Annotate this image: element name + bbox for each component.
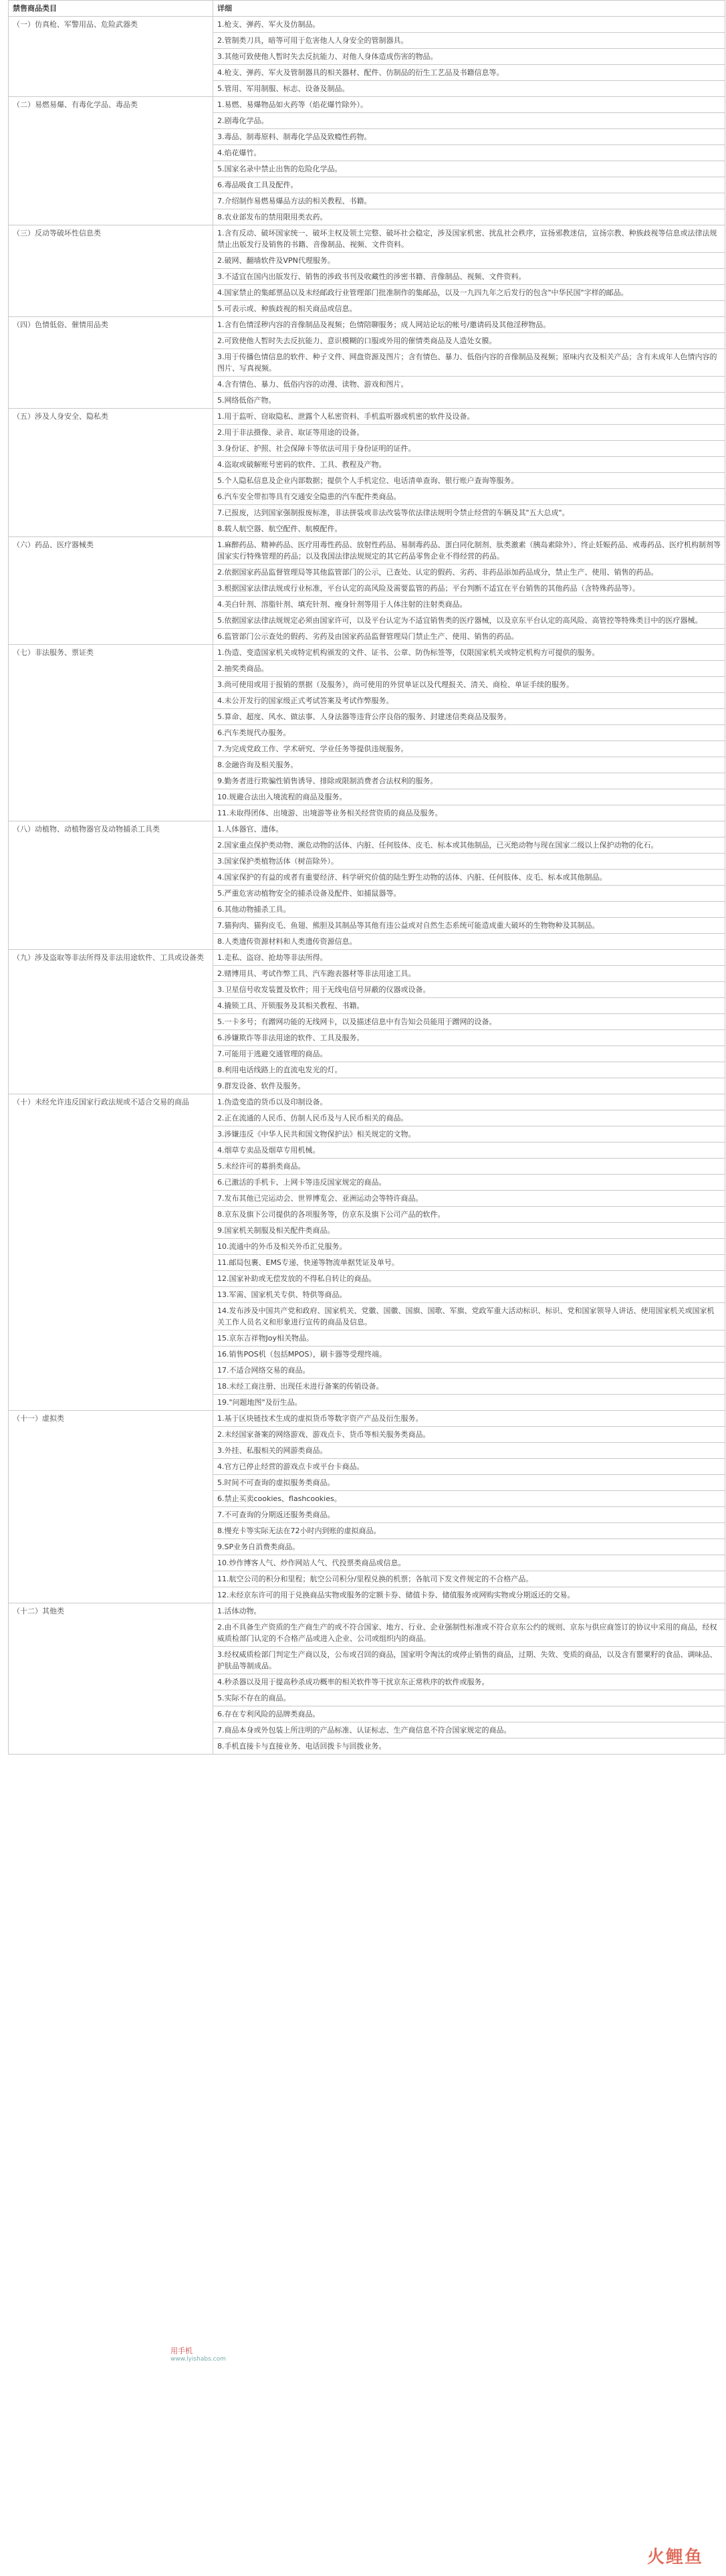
table-row bbox=[9, 645, 725, 661]
detail-cell: 8.载人航空器、航空配件、航模配件。 bbox=[213, 521, 725, 537]
column-header-category: 禁售商品类目 bbox=[9, 1, 213, 17]
detail-cell: 7.已报废，达到国家强制报废标准，非法拼装或非法改装等依法律法规明令禁止经营的车辆及其"五大总成"。 bbox=[213, 505, 725, 521]
category-cell: （十二）其他类 bbox=[9, 1603, 213, 1755]
watermark-site bbox=[170, 2347, 226, 2364]
watermark-logo-text: 火鲤鱼 bbox=[646, 2547, 703, 2567]
detail-cell: 11.未取得团体、出境游、出境游等业务相关经营资质的商品及服务。 bbox=[213, 805, 725, 821]
category-cell: （十一）虚拟类 bbox=[9, 1411, 213, 1603]
detail-cell: 2.管制类刀具，暗等可用于危害他人人身安全的管制器具。 bbox=[213, 33, 725, 49]
detail-cell: 8.利用电话线路上的直流电发光的灯。 bbox=[213, 1062, 725, 1078]
detail-cell: 3.不适宜在国内出版发行、销售的涉政书刊及收藏性的涉密书籍、音像制品、视频、文件资料。 bbox=[213, 269, 725, 285]
detail-cell: 10.炒作博客人气、炒作网站人气、代投票类商品或信息。 bbox=[213, 1555, 725, 1571]
detail-cell: 6.汽车安全带扣等具有交通安全隐患的汽车配件类商品。 bbox=[213, 489, 725, 505]
detail-cell: 1.易燃、易爆物品如火药等（焰花爆竹除外）。 bbox=[213, 97, 725, 113]
detail-cell: 1.用于监听、窃取隐私、泄露个人私密资料、手机监听器或机密的软件及设备。 bbox=[213, 409, 725, 425]
detail-cell: 5.依据国家法律法规规定必须由国家许可，以及平台认定为不适宜销售类的医疗器械，以及京东平台认定的高风险、高管控等特殊类目中的医疗器械。 bbox=[213, 613, 725, 629]
detail-cell: 17.不适合网络交易的商品。 bbox=[213, 1363, 725, 1379]
table-row bbox=[9, 950, 725, 966]
category-cell: （二）易燃易爆、有毒化学品、毒品类 bbox=[9, 97, 213, 225]
detail-cell: 3.身份证、护照、社会保障卡等依法可用于身份证明的证件。 bbox=[213, 441, 725, 457]
detail-cell: 4.官方已停止经营的游戏点卡或平台卡商品。 bbox=[213, 1459, 725, 1475]
category-cell: （九）涉及盗取等非法所得及非法用途软件、工具或设备类 bbox=[9, 950, 213, 1094]
detail-cell: 8.人类遗传资源材料和人类遗传资源信息。 bbox=[213, 934, 725, 950]
detail-cell: 4.焰花爆竹。 bbox=[213, 145, 725, 161]
detail-cell: 2.正在流通的人民币、仿制人民币及与人民币相关的商品。 bbox=[213, 1110, 725, 1126]
detail-cell: 7.猫狗肉、猫狗皮毛、鱼翅、熊胆及其制品等其他有违公益或对自然生态系统可能造成重大破坏的生物物种及其制品。 bbox=[213, 918, 725, 934]
detail-cell: 8.金融咨询及相关服务。 bbox=[213, 757, 725, 773]
detail-cell: 2.抽奖类商品。 bbox=[213, 661, 725, 677]
detail-cell: 4.盗取或破解账号密码的软件、工具、教程及产物。 bbox=[213, 457, 725, 473]
detail-cell: 5.网络低俗产物。 bbox=[213, 393, 725, 409]
detail-cell: 11.邮局包裹、EMS专递、快递等物流单据凭证及单号。 bbox=[213, 1255, 725, 1271]
prohibited-goods-table bbox=[8, 0, 725, 1755]
detail-cell: 2.由不具备生产资质的生产商生产的或不符合国家、地方、行业、企业强制性标准或不符合京东公约的规则、京东与供应商签订的协议中采用的商品，经权威质检部门认定的不合格产品或进入企业、公司或组织内的商品。 bbox=[213, 1619, 725, 1647]
detail-cell: 1.走私、盗窃、抢劫等非法所得。 bbox=[213, 950, 725, 966]
detail-cell: 3.毒品、制毒原料、制毒化学品及致瘾性药物。 bbox=[213, 129, 725, 145]
detail-cell: 2.国家重点保护类动物、濒危动物的活体、内脏、任何肢体、皮毛、标本或其他制品，已灭绝动物与现在国家二级以上保护动物的化石。 bbox=[213, 837, 725, 854]
detail-cell: 2.可致使他人暂时失去反抗能力、意识模糊的口服或外用的催情类商品及人造处女膜。 bbox=[213, 333, 725, 349]
detail-cell: 6.毒品吸食工具及配件。 bbox=[213, 177, 725, 193]
table-row bbox=[9, 1603, 725, 1619]
detail-cell: 6.其他动物捕杀工具。 bbox=[213, 902, 725, 918]
detail-cell: 7.商品本身或外包装上所注明的产品标准、认证标志、生产商信息不符合国家规定的商品。 bbox=[213, 1722, 725, 1739]
detail-cell: 3.用于传播色情信息的软件、种子文件、网盘资源及图片；含有情色、暴力、低俗内容的音像制品及视频；原味内衣及相关产品；含有未成年人色情内容的图片、写真视频。 bbox=[213, 349, 725, 377]
detail-cell: 7.介绍制作易燃易爆品方法的相关教程、书籍。 bbox=[213, 193, 725, 209]
detail-cell: 3.尚可使用或用于报销的票据（及服务），尚可使用的外贸单证以及代理报关、清关、商检、单证手续的服务。 bbox=[213, 677, 725, 693]
restriction-sheet bbox=[8, 0, 725, 1755]
table-row bbox=[9, 225, 725, 253]
category-cell: （四）色情低俗、催情用品类 bbox=[9, 317, 213, 409]
detail-cell: 2.破网、翻墙软件及VPN代理服务。 bbox=[213, 253, 725, 269]
detail-cell: 8.慢充卡等实际无法在72小时内到账的虚拟商品。 bbox=[213, 1523, 725, 1539]
detail-cell: 9.勤务者进行欺骗性销售诱导、排除或限制消费者合法权利的服务。 bbox=[213, 773, 725, 789]
detail-cell: 1.含有反动、破坏国家统一、破坏主权及领土完整、破坏社会稳定，涉及国家机密、扰乱社会秩序，宣扬邪教迷信，宣扬宗教、种族歧视等信息或法律法规禁止出版发行及销售的书籍、音像制品、视频、文件资料。 bbox=[213, 225, 725, 253]
detail-cell: 5.个人隐私信息及企业内部数据；提供个人手机定位、电话清单查询、银行账户查询等服务。 bbox=[213, 473, 725, 489]
detail-cell: 4.秒杀器以及用于提高秒杀成功概率的相关软件等干扰京东正常秩序的软件或服务。 bbox=[213, 1674, 725, 1690]
detail-cell: 14.发布涉及中国共产党和政府、国家机关、党徽、国徽、国旗、国歌、军旗、党政军重大活动标识、标识、党和国家领导人讲话、使用国家机关或国家机关工作人员名义和形象进行宣传的商品及信息。 bbox=[213, 1303, 725, 1330]
detail-cell: 5.严重危害动植物安全的捕杀设备及配件、如捕鼠器等。 bbox=[213, 886, 725, 902]
detail-cell: 6.存在专利风险的品牌类商品。 bbox=[213, 1706, 725, 1722]
detail-cell: 3.根据国家法律法规或行业标准，平台认定的高风险及需要监管的药品；平台判断不适宜在平台销售的其他药品（含特殊药品等）。 bbox=[213, 581, 725, 597]
detail-cell: 4.枪支、弹药、军火及管制器具的相关器材、配件、仿制品的衍生工艺品及书籍信息等。 bbox=[213, 65, 725, 81]
detail-cell: 5.算命、超度、风水、做法事、人身法器等违背公序良俗的服务、封建迷信类商品及服务。 bbox=[213, 709, 725, 725]
detail-cell: 1.麻醉药品、精神药品、医疗用毒性药品、放射性药品、易制毒药品、蛋白同化制剂、肽类激素（胰岛素除外）、终止妊娠药品、戒毒药品、医疗机构制剂等国家实行特殊管理的药品；以及我国法律法规规定的其它药品零售企业不得经营的药品。 bbox=[213, 537, 725, 565]
table-body bbox=[9, 17, 725, 1755]
detail-cell: 7.发布其他已完运动会、世界博览会、亚洲运动会等特许商品。 bbox=[213, 1191, 725, 1207]
detail-cell: 7.可能用于逃避交通管理的商品。 bbox=[213, 1046, 725, 1062]
detail-cell: 4.美白针剂、溶脂针剂、填充针剂、瘦身针剂等用于人体注射的注射类商品。 bbox=[213, 597, 725, 613]
detail-cell: 4.未公开发行的国家级正式考试答案及考试作弊服务。 bbox=[213, 693, 725, 709]
detail-cell: 15.京东吉祥物Joy相关物品。 bbox=[213, 1330, 725, 1347]
detail-cell: 1.活体动物。 bbox=[213, 1603, 725, 1619]
detail-cell: 12.未经京东许可的用于兑换商品实物或服务的定额卡券、储值卡券、储值服务或网购实物或分期返还的交易。 bbox=[213, 1587, 725, 1603]
detail-cell: 12.国家补助或无偿发放的不得私自转让的商品。 bbox=[213, 1271, 725, 1287]
category-cell: （七）非法服务、票证类 bbox=[9, 645, 213, 821]
detail-cell: 18.未经工商注册、出现任未进行备案的传销设备。 bbox=[213, 1379, 725, 1395]
detail-cell: 5.未经许可的募捐类商品。 bbox=[213, 1159, 725, 1175]
detail-cell: 16.销售POS机（包括MPOS），刷卡器等受理终端。 bbox=[213, 1347, 725, 1363]
category-cell: （十）未经允许违反国家行政法规或不适合交易的商品 bbox=[9, 1094, 213, 1411]
detail-cell: 4.含有情色、暴力、低俗内容的动漫、读物、游戏和图片。 bbox=[213, 377, 725, 393]
detail-cell: 13.军需、国家机关专供、特供等商品。 bbox=[213, 1287, 725, 1303]
detail-cell: 4.撬锁工具、开锁服务及其相关教程、书籍。 bbox=[213, 998, 725, 1014]
detail-cell: 5.实际不存在的商品。 bbox=[213, 1690, 725, 1706]
detail-cell: 5.可表示或、种族歧视的相关商品或信息。 bbox=[213, 301, 725, 317]
category-cell: （一）仿真枪、军警用品、危险武器类 bbox=[9, 17, 213, 97]
detail-cell: 4.国家保护的有益的或者有重要经济、科学研究价值的陆生野生动物的活体、内脏、任何肢体、皮毛、标本或其他制品。 bbox=[213, 870, 725, 886]
detail-cell: 1.枪支、弹药、军火及仿制品。 bbox=[213, 17, 725, 33]
detail-cell: 6.汽车类规代办服务。 bbox=[213, 725, 725, 741]
category-cell: （六）药品、医疗器械类 bbox=[9, 537, 213, 645]
detail-cell: 6.禁止买卖cookies、flashcookies。 bbox=[213, 1491, 725, 1507]
detail-cell: 3.卫星信号收发装置及软件；用于无线电信号屏蔽的仪器或设备。 bbox=[213, 982, 725, 998]
detail-cell: 10.规避合法出入境流程的商品及服务。 bbox=[213, 789, 725, 805]
detail-cell: 19."问题地图"及衍生品。 bbox=[213, 1395, 725, 1411]
table-row bbox=[9, 1411, 725, 1427]
table-row bbox=[9, 17, 725, 33]
detail-cell: 1.伪造变造的货币以及印制设备。 bbox=[213, 1094, 725, 1110]
table-row bbox=[9, 409, 725, 425]
detail-cell: 4.国家禁止的集邮票品以及未经邮政行业管理部门批准制作的集邮品，以及一九四九年之后发行的包含"中华民国"字样的邮品。 bbox=[213, 285, 725, 301]
table-row bbox=[9, 317, 725, 333]
detail-cell: 3.国家保护类植物活体（树苗除外）。 bbox=[213, 854, 725, 870]
table-row bbox=[9, 97, 725, 113]
detail-cell: 6.涉嫌欺诈等非法用途的软件、工具及服务。 bbox=[213, 1030, 725, 1046]
detail-cell: 6.已激活的手机卡、上网卡等违反国家规定的商品。 bbox=[213, 1175, 725, 1191]
detail-cell: 9.国家机关制服及相关配件类商品。 bbox=[213, 1223, 725, 1239]
watermark-logo bbox=[647, 2543, 703, 2568]
detail-cell: 5.管用、军用制服、标志、设备及制品。 bbox=[213, 81, 725, 97]
watermark-site-text: 用手机 bbox=[170, 2347, 193, 2355]
detail-cell: 2.赌博用具、考试作弊工具、汽车跑表器材等非法用途工具。 bbox=[213, 966, 725, 982]
detail-cell: 5.一卡多号；有蹭网功能的无线网卡，以及描述信息中有告知会员能用于蹭网的设备。 bbox=[213, 1014, 725, 1030]
detail-cell: 3.其他可致使他人暂时失去反抗能力、对他人身体造成伤害的物品。 bbox=[213, 49, 725, 65]
detail-cell: 1.伪造、变造国家机关或特定机构颁发的文件、证书、公章、防伪标签等，仅限国家机关或特定机构方可提供的服务。 bbox=[213, 645, 725, 661]
table-row bbox=[9, 821, 725, 837]
detail-cell: 2.未经国家备案的网络游戏、游戏点卡、货币等相关服务类商品。 bbox=[213, 1427, 725, 1443]
detail-cell: 1.基于区块链技术生成的虚拟货币等数字资产产品及衍生服务。 bbox=[213, 1411, 725, 1427]
detail-cell: 3.涉嫌违反《中华人民共和国文物保护法》相关规定的文物。 bbox=[213, 1126, 725, 1143]
detail-cell: 1.含有色情淫秽内容的音像制品及视频；色情陪聊服务；成人网站论坛的帐号/邀请码及其他淫秽物品。 bbox=[213, 317, 725, 333]
column-header-detail: 详细 bbox=[213, 1, 725, 17]
detail-cell: 5.国家名录中禁止出售的危险化学品。 bbox=[213, 161, 725, 177]
detail-cell: 1.人体器官、遗体。 bbox=[213, 821, 725, 837]
detail-cell: 7.不可查询的分期返还服务类商品。 bbox=[213, 1507, 725, 1523]
detail-cell: 4.烟草专卖品及烟草专用机械。 bbox=[213, 1143, 725, 1159]
detail-cell: 5.时间不可查询的虚拟服务类商品。 bbox=[213, 1475, 725, 1491]
detail-cell: 8.手机直接卡与直接业务、电话回拨卡与回拨业务。 bbox=[213, 1739, 725, 1755]
detail-cell: 3.经权威质检部门判定生产商以及，公布或召回的商品，国家明令淘汰的或停止销售的商品，过期、失效、变质的商品，以及含有罂粟籽的食品、调味品、护肤品等制成品。 bbox=[213, 1647, 725, 1674]
category-cell: （五）涉及人身安全、隐私类 bbox=[9, 409, 213, 537]
detail-cell: 6.监管部门公示查处的假药、劣药及由国家药品监督管理局门禁止生产、使用、销售的药品。 bbox=[213, 629, 725, 645]
detail-cell: 11.航空公司的积分和里程；航空公司积分/里程兑换的机票；各航司下发文件规定的不合格产品。 bbox=[213, 1571, 725, 1587]
detail-cell: 2.依据国家药品监督管理局等其他监管部门的公示，已查处、认定的假药、劣药、非药品添加药品成分，禁止生产、使用、销售的药品。 bbox=[213, 565, 725, 581]
category-cell: （八）动植物、动植物器官及动物捕杀工具类 bbox=[9, 821, 213, 950]
detail-cell: 10.流通中的外币及相关外币汇兑服务。 bbox=[213, 1239, 725, 1255]
table-header-row bbox=[9, 1, 725, 17]
watermark-site-url: www.lyishabs.com bbox=[170, 2356, 226, 2363]
detail-cell: 2.用于非法摄像、录音、取证等用途的设备。 bbox=[213, 425, 725, 441]
table-row bbox=[9, 1094, 725, 1110]
table-row bbox=[9, 537, 725, 565]
detail-cell: 7.为完成党政工作、学术研究、学业任务等提供违规服务。 bbox=[213, 741, 725, 757]
detail-cell: 8.农业部发布的禁用限用类农药。 bbox=[213, 209, 725, 225]
detail-cell: 2.剧毒化学品。 bbox=[213, 113, 725, 129]
detail-cell: 9.SP业务自消费类商品。 bbox=[213, 1539, 725, 1555]
detail-cell: 8.京东及旗下公司提供的各项服务等，仿京东及旗下公司产品的软件。 bbox=[213, 1207, 725, 1223]
detail-cell: 9.群发设备、软件及服务。 bbox=[213, 1078, 725, 1094]
category-cell: （三）反动等破坏性信息类 bbox=[9, 225, 213, 317]
detail-cell: 3.外挂、私服相关的网游类商品。 bbox=[213, 1443, 725, 1459]
